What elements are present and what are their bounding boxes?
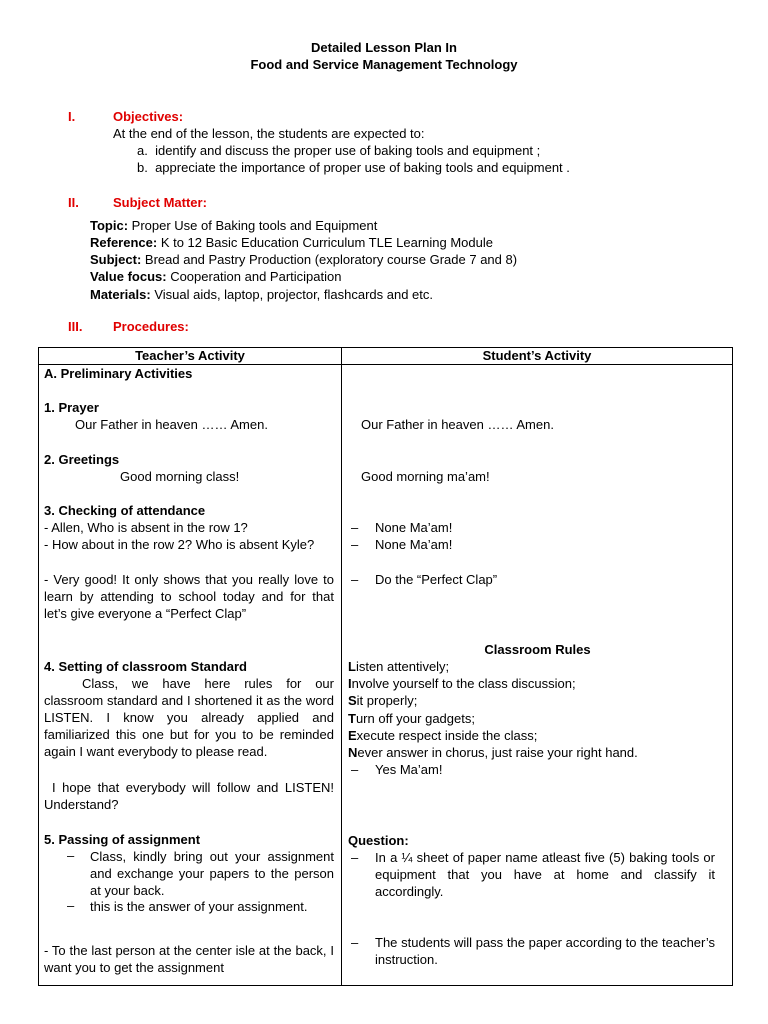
dash-bullet: – [351, 520, 359, 535]
rule-item [348, 675, 576, 692]
rule-item [348, 744, 638, 761]
field-value: Cooperation and Participation [166, 269, 342, 284]
student-response: None Ma’am! [375, 537, 453, 552]
section-number: II. [68, 195, 79, 210]
objective-item [137, 143, 540, 158]
objective-letter: a. [137, 143, 148, 158]
classroom-standard-text: I hope that everybody will follow and LISTEN! Understand? [44, 780, 334, 812]
table-header-row [39, 348, 733, 365]
section-subject-matter-heading [68, 195, 207, 210]
classroom-rules-heading: Classroom Rules [484, 642, 591, 657]
subject-field [90, 252, 517, 267]
section-objectives-heading [68, 109, 183, 124]
student-activity-cell [342, 365, 733, 986]
rule-initial: S [348, 693, 357, 708]
objective-letter: b. [137, 160, 148, 175]
teacher-activity-header: Teacher’s Activity [39, 348, 342, 365]
classroom-standard-text: Class, we have here rules for our classroom standard and I shortened it as the word LISTEN. I know you already applied and familiarized this one but for you to be reminded again I want everybody to please read. [44, 676, 334, 759]
field-label: Reference: [90, 235, 158, 250]
table-body-row [39, 365, 733, 986]
dash-bullet: – [351, 762, 359, 777]
student-prayer-text: Our Father in heaven …… Amen. [361, 417, 554, 432]
document-title-line2: Food and Service Management Technology [250, 57, 518, 72]
field-value: Bread and Pastry Production (exploratory course Grade 7 and 8) [141, 252, 518, 267]
dash-bullet: – [351, 935, 359, 950]
attendance-line: - Very good! It only shows that you really love to learn by attending to school today and for that let’s give everyone a “Perfect Clap” [44, 572, 334, 621]
subject-field [90, 269, 341, 284]
section-title: Procedures: [113, 319, 189, 334]
objectives-intro: At the end of the lesson, the students are expected to: [113, 126, 425, 141]
attendance-line: - Allen, Who is absent in the row 1? [44, 520, 248, 535]
section-number: III. [68, 319, 83, 334]
field-value: K to 12 Basic Education Curriculum TLE Learning Module [157, 235, 493, 250]
document-title-line1: Detailed Lesson Plan In [311, 40, 457, 55]
rule-initial: N [348, 745, 358, 760]
section-title: Objectives: [113, 109, 184, 124]
rule-item [348, 692, 417, 709]
teacher-greeting-text: Good morning class! [120, 469, 240, 484]
field-label: Materials: [90, 287, 151, 302]
subject-field [90, 287, 433, 302]
rule-text: nvolve yourself to the class discussion; [351, 676, 576, 691]
dash-bullet: – [351, 850, 359, 865]
question-text: In a ¼ sheet of paper name atleast five (5) baking tools or equipment that you have at home and classify it accordingly. [375, 850, 715, 899]
rule-text: it properly; [356, 693, 418, 708]
subject-field [90, 218, 377, 233]
field-label: Value focus: [90, 269, 167, 284]
assignment-instruction: Class, kindly bring out your assignment and exchange your papers to the person at your back. [90, 849, 334, 898]
teacher-activity-cell [39, 365, 342, 986]
preliminary-activities-heading: A. Preliminary Activities [44, 366, 193, 381]
student-response: Yes Ma’am! [375, 762, 443, 777]
field-label: Subject: [90, 252, 142, 267]
rule-text: isten attentively; [355, 659, 450, 674]
rule-text: ever answer in chorus, just raise your right hand. [357, 745, 638, 760]
question-heading: Question: [348, 833, 409, 848]
section-procedures-heading [68, 319, 189, 334]
assignment-instruction: - To the last person at the center isle at the back, I want you to get the assignment [44, 943, 334, 975]
objective-text: identify and discuss the proper use of baking tools and equipment ; [155, 143, 541, 158]
rule-text: xecute respect inside the class; [356, 728, 538, 743]
assignment-instruction: this is the answer of your assignment. [90, 899, 308, 914]
classroom-standard-heading: 4. Setting of classroom Standard [44, 659, 247, 674]
rule-initial: T [348, 711, 356, 726]
section-title: Subject Matter: [113, 195, 207, 210]
student-pass-paper: The students will pass the paper according to the teacher’s instruction. [375, 935, 715, 967]
rule-text: urn off your gadgets; [355, 711, 475, 726]
student-greeting-text: Good morning ma’am! [361, 469, 490, 484]
rule-item [348, 658, 449, 675]
attendance-heading: 3. Checking of attendance [44, 503, 206, 518]
field-value: Proper Use of Baking tools and Equipment [128, 218, 378, 233]
student-response: None Ma’am! [375, 520, 453, 535]
dash-bullet: – [67, 848, 75, 863]
prayer-heading: 1. Prayer [44, 400, 99, 415]
objective-item [137, 160, 570, 175]
student-response: Do the “Perfect Clap” [375, 572, 498, 587]
greetings-heading: 2. Greetings [44, 452, 120, 467]
passing-assignment-heading: 5. Passing of assignment [44, 832, 201, 847]
rule-initial: E [348, 728, 357, 743]
field-label: Topic: [90, 218, 129, 233]
student-activity-header: Student’s Activity [342, 348, 733, 365]
field-value: Visual aids, laptop, projector, flashcards and etc. [150, 287, 434, 302]
dash-bullet: – [351, 572, 359, 587]
section-number: I. [68, 109, 76, 124]
rule-initial: L [348, 659, 356, 674]
objective-text: appreciate the importance of proper use of baking tools and equipment . [155, 160, 570, 175]
rule-initial: I [348, 676, 352, 691]
subject-field [90, 235, 493, 250]
rule-item [348, 710, 475, 727]
teacher-prayer-text: Our Father in heaven …… Amen. [75, 417, 268, 432]
dash-bullet: – [351, 537, 359, 552]
procedures-table [38, 347, 733, 986]
rule-item [348, 727, 537, 744]
dash-bullet: – [67, 898, 75, 913]
attendance-line: - How about in the row 2? Who is absent Kyle? [44, 537, 315, 552]
